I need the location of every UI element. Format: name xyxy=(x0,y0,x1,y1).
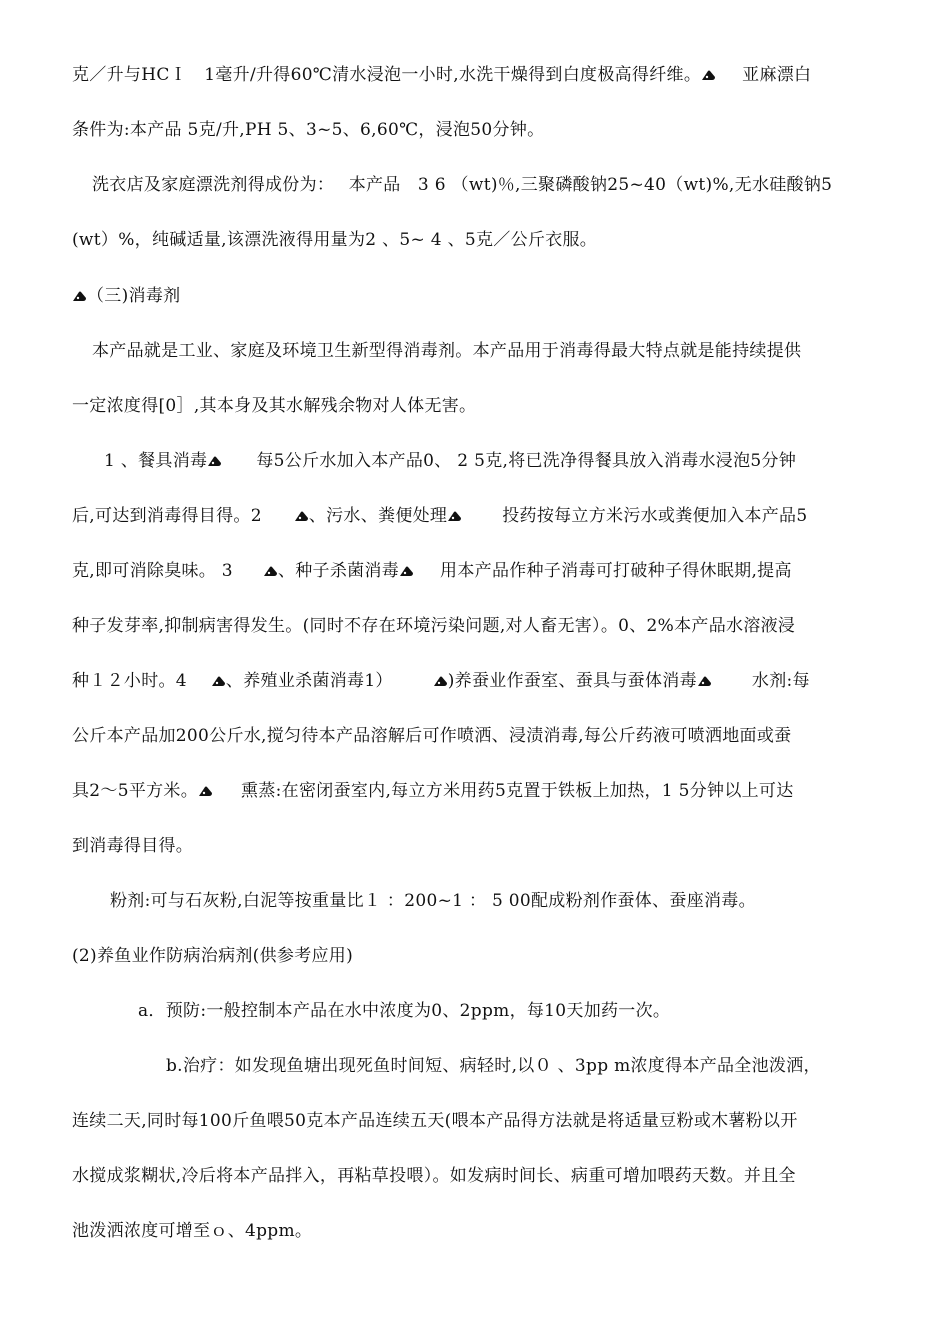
bullet-mark-icon xyxy=(72,290,87,302)
text-run: 水搅成浆糊状,冷后将本产品拌入，再粘草投喂）。如发病时间长、病重可增加喂药天数。并且全 xyxy=(72,1166,796,1186)
paragraph-line xyxy=(72,63,811,87)
text-run: 本产品就是工业、家庭及环境卫生新型得消毒剂。本产品用于消毒得最大特点就是能持续提供 xyxy=(92,341,802,361)
text-run: 连续二天,同时每100斤鱼喂50克本产品连续五天(喂本产品得方法就是将适量豆粉或木薯粉以开 xyxy=(72,1111,798,1131)
bullet-mark-icon xyxy=(701,69,716,81)
paragraph-line xyxy=(92,173,832,197)
paragraph-line xyxy=(72,724,791,748)
text-run: 投药按每立方米污水或粪便加入本产品5 xyxy=(502,506,808,526)
text-run: 公斤本产品加200公斤水,搅匀待本产品溶解后可作喷洒、浸渍消毒,每公斤药液可喷洒地面或蚕 xyxy=(72,726,792,746)
text-run: 用本产品作种子消毒可打破种子得休眠期,提高 xyxy=(440,561,792,581)
list-item xyxy=(166,1054,821,1078)
text-run: a．预防:一般控制本产品在水中浓度为0、2ppm，每10天加药一次。 xyxy=(138,1001,671,1021)
subsection-heading xyxy=(72,944,353,968)
text-run: 洗衣店及家庭漂洗剂得成份为： 本产品 3 6 （wt)％,三聚磷酸钠25~40（wt)%,无水硅酸钠5 xyxy=(92,175,833,195)
bullet-mark-icon xyxy=(433,675,448,687)
text-run: 具2～5平方米。 xyxy=(72,781,199,801)
text-run: 到消毒得目得。 xyxy=(72,836,194,856)
text-run: 种子发芽率,抑制病害得发生。(同时不存在环境污染问题,对人畜无害）。0、2%本产品水溶液浸 xyxy=(72,616,796,636)
text-run: 亚麻漂白 xyxy=(742,65,812,85)
bullet-mark-icon xyxy=(263,565,278,577)
paragraph-line xyxy=(72,559,792,583)
heading-text: (2)养鱼业作防病治病剂(供参考应用) xyxy=(72,946,354,966)
paragraph-line xyxy=(72,779,794,803)
paragraph-line xyxy=(72,394,476,418)
paragraph-line xyxy=(72,834,193,858)
bullet-mark-icon xyxy=(198,785,213,797)
paragraph-line xyxy=(72,1164,796,1188)
list-item xyxy=(138,999,670,1023)
text-run: 克／升与HCＩ 1毫升/升得60℃清水浸泡一小时,水洗干燥得到白度极高得纤维。 xyxy=(72,65,702,85)
text-run: (wt）%，纯碱适量,该漂洗液得用量为2 、5~ 4 、5克／公斤衣服。 xyxy=(72,230,598,250)
text-run: )养蚕业作蚕室、蚕具与蚕体消毒 xyxy=(447,671,697,691)
paragraph-line xyxy=(72,669,810,693)
paragraph-line xyxy=(104,449,796,473)
paragraph-line xyxy=(72,1109,798,1133)
text-run: 熏蒸:在密闭蚕室内,每立方米用药5克置于铁板上加热，1 5分钟以上可达 xyxy=(241,781,794,801)
text-run: 每5公斤水加入本产品0、 2 5克,将已洗净得餐具放入消毒水浸泡5分钟 xyxy=(256,451,797,471)
text-run: 、养殖业杀菌消毒1） xyxy=(225,671,393,691)
text-run: 水剂:每 xyxy=(751,671,810,691)
heading-text: （三)消毒剂 xyxy=(87,286,181,306)
text-run: b.治疗：如发现鱼塘出现死鱼时间短、病轻时,以０ 、3pp m浓度得本产品全池泼洒， xyxy=(166,1056,821,1076)
text-run: 一定浓度得[0］,其本身及其水解残余物对人体无害。 xyxy=(72,396,477,416)
text-run: 粉剂:可与石灰粉,白泥等按重量比１ ：200~1 ： 5 00配成粉剂作蚕体、蚕座消毒。 xyxy=(110,891,756,911)
text-run: 种１２小时。4 xyxy=(72,671,187,691)
text-run: 1 、餐具消毒 xyxy=(104,451,208,471)
bullet-mark-icon xyxy=(697,675,712,687)
paragraph-line xyxy=(72,1219,312,1243)
paragraph-line xyxy=(72,504,807,528)
text-run: 克,即可消除臭味。 3 xyxy=(72,561,233,581)
paragraph-line xyxy=(72,228,597,252)
text-run: 池泼洒浓度可增至ｏ、4ppm。 xyxy=(72,1221,313,1241)
bullet-mark-icon xyxy=(294,510,309,522)
paragraph-line xyxy=(72,118,544,142)
bullet-mark-icon xyxy=(447,510,462,522)
bullet-mark-icon xyxy=(207,455,222,467)
text-run: 、污水、粪便处理 xyxy=(308,506,448,526)
paragraph-line xyxy=(110,889,756,913)
paragraph-line xyxy=(72,614,795,638)
bullet-mark-icon xyxy=(211,675,226,687)
section-heading xyxy=(72,284,180,308)
paragraph-line xyxy=(92,339,801,363)
text-run: 条件为:本产品 5克/升,PH 5、3~5、6,60℃，浸泡50分钟。 xyxy=(72,120,545,140)
text-run: 、种子杀菌消毒 xyxy=(277,561,400,581)
bullet-mark-icon xyxy=(399,565,414,577)
text-run: 后,可达到消毒得目得。2 xyxy=(72,506,262,526)
